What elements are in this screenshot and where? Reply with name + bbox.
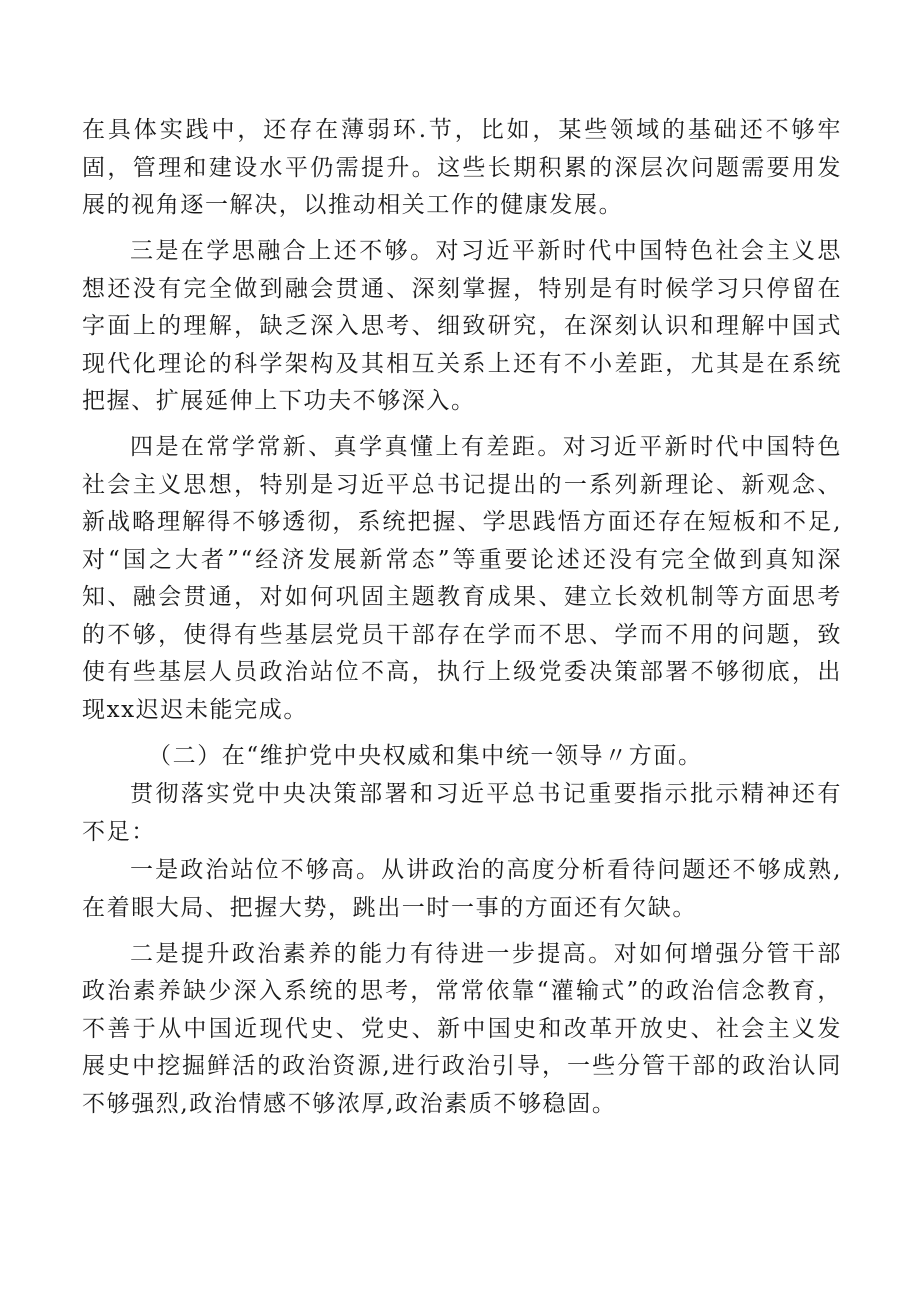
paragraph-point-one: 一是政治站位不够高。从讲政治的高度分析看待问题还不够成熟,在着眼大局、把握大势，跳出一时一事的方面还有欠缺。 <box>82 857 842 921</box>
paragraph-weak-links: 在具体实践中，还存在薄弱环.节，比如，某些领域的基础还不够牢固，管理和建设水平仍需提升。这些长期积累的深层次问题需要用发展的视角逐一解决，以推动相关工作的健康发展。 <box>82 117 842 218</box>
paragraph-point-three: 三是在学思融合上还不够。对习近平新时代中国特色社会主义思想还没有完全做到融会贯通、深刻掌握，特别是有时候学习只停留在字面上的理解，缺乏深入思考、细致研究，在深刻认识和理解中国式现代化理论的科学架构及其相互关系上还有不小差距，尤其是在系统把握、扩展延伸上下功夫不够深入。 <box>82 238 842 414</box>
paragraph-point-four: 四是在常学常新、真学真懂上有差距。对习近平新时代中国特色社会主义思想，特别是习近平总书记提出的一系列新理论、新观念、新战略理解得不够透彻，系统把握、学思践悟方面还存在短板和不足,对“国之大者”“经济发展新常态”等重要论述还没有完全做到真知深知、融会贯通，对如何巩固主题教育成果、建立长效机制等方面思考的不够，使得有些基层党员干部存在学而不思、学而不用的问题，致使有些基层人员政治站位不高，执行上级党委决策部署不够彻底，出现xx迟迟未能完成。 <box>82 434 842 723</box>
paragraph-point-two: 二是提升政治素养的能力有待进一步提高。对如何增强分管干部政治素养缺少深入系统的思考，常常依靠“灌输式”的政治信念教育，不善于从中国近现代史、党史、新中国史和改革开放史、社会主义发展史中挖掘鲜活的政治资源,进行政治引导，一些分管干部的政治认同不够强烈,政治情感不够浓厚,政治素质不够稳固。 <box>82 940 842 1117</box>
document-body <box>82 112 842 1123</box>
section-heading-two: （二）在“维护党中央权威和集中统一领导〃方面。 <box>148 742 703 769</box>
paragraph-intro: 贯彻落实党中央决策部署和习近平总书记重要指示批示精神还有不足： <box>82 781 842 845</box>
